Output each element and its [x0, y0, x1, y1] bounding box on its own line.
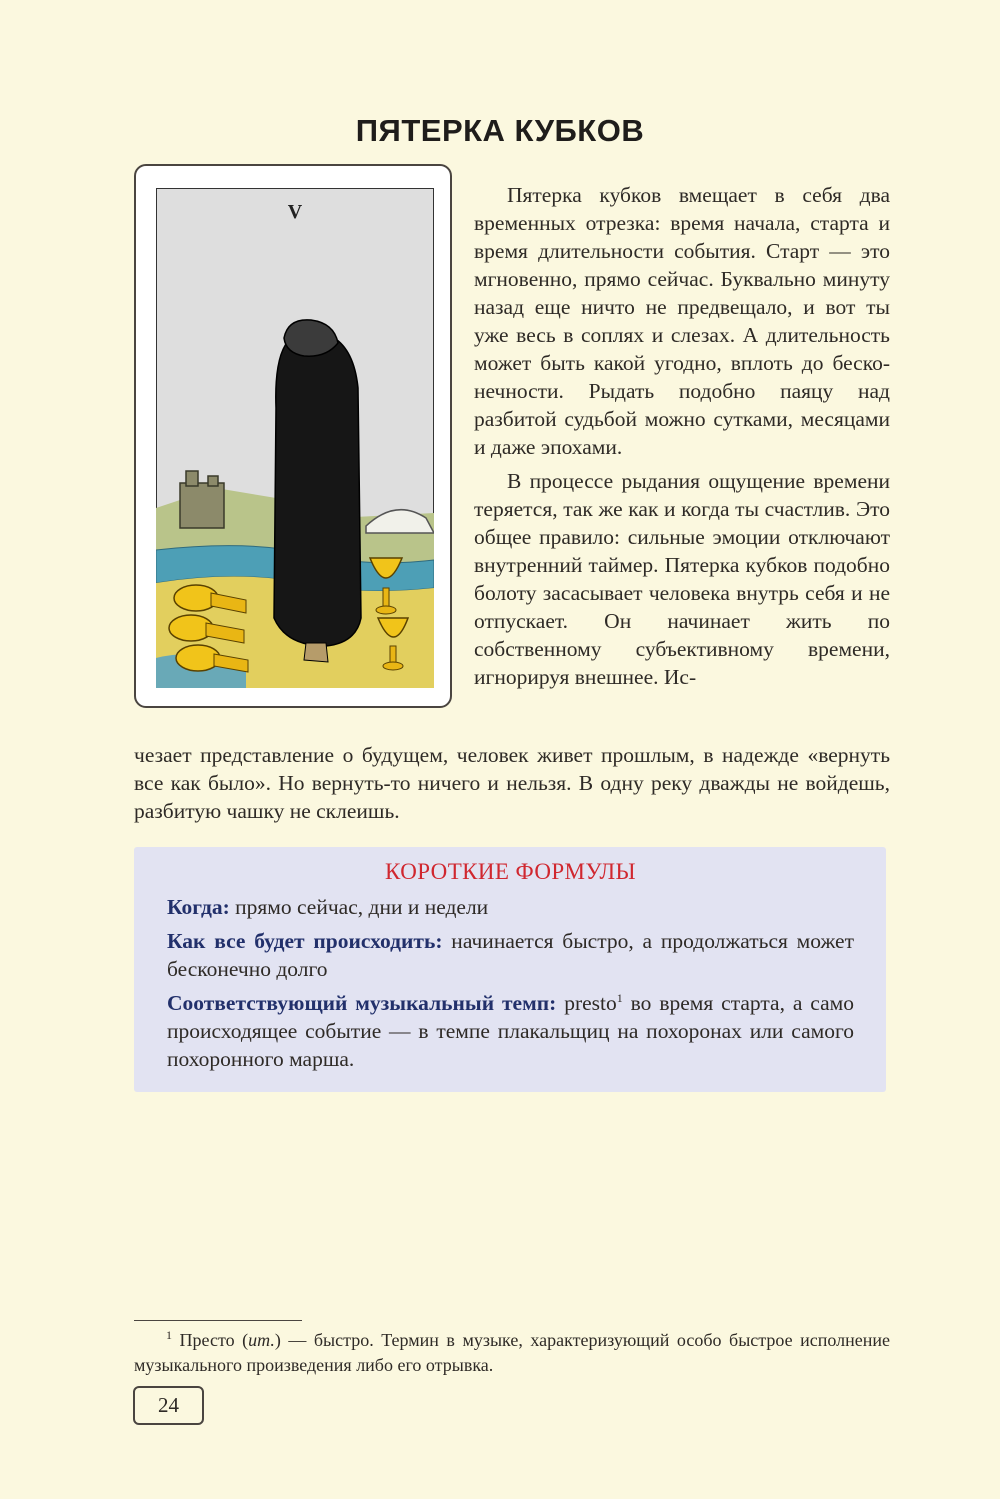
body-paragraph-2-wrapped	[474, 467, 890, 691]
footnote-italic-abbreviation: ит.	[248, 1330, 275, 1350]
short-formulas-heading: КОРОТКИЕ ФОРМУЛЫ	[385, 859, 636, 884]
footnote-text-after: ) — быстро. Термин в музыке, характеризующий особо быстрое исполнение музыкального произведения либо его отрывка.	[134, 1330, 890, 1375]
formula-when-text: прямо сейчас, дни и недели	[229, 895, 489, 919]
footnote-divider	[134, 1320, 302, 1321]
body-paragraph-2-part-2: чезает представление о будущем, человек живет прошлым, в надежде «вернуть все как было». Но вернуть-то ничего и нельзя. В одну реку дважды не войдешь, разбитую чашку не склеишь.	[134, 742, 890, 823]
formula-tempo-word: presto	[556, 991, 617, 1015]
tarot-card-illustration	[134, 164, 452, 708]
short-formulas-box	[134, 847, 886, 1092]
formula-when-label: Когда:	[167, 895, 230, 919]
footnote-text-before: Престо (	[172, 1330, 249, 1350]
page-title: ПЯТЕРКА КУБКОВ	[355, 112, 645, 148]
card-numeral: V	[287, 201, 303, 223]
formula-tempo-label: Соответствующий музыкальный темп:	[167, 991, 557, 1015]
formula-how	[167, 927, 854, 983]
body-paragraph-1: Пятерка кубков вмещает в себя два временных отрезка: время начала, старта и время длительности события. Старт — это мгновенно, прямо сейчас. Буквально минуту назад еще ничто не предвещало, и вот ты уже весь в соплях и слезах. А длительность может быть какой угодно, вплоть до бесконечности. Рыдать подобно паяцу над разбитой судьбой можно сутками, месяцами и даже эпохами.	[474, 182, 890, 459]
formula-how-label: Как все будет происходить:	[167, 929, 443, 953]
footnote	[134, 1328, 890, 1378]
body-paragraph-2-part-1: В процессе рыдания ощущение времени теряется, так же как и когда ты счастлив. Это общее правило: сильные эмоции отключают внутренний таймер. Пятерка кубков подобно болоту засасывает человека внутрь себя и не отпускает. Он начинает жить по собственному субъективному времени, игнорируя внешнее. Ис-	[474, 469, 890, 689]
formula-tempo	[167, 989, 854, 1073]
formula-how-text: начинается быстро, а продолжаться может бесконечно долго	[167, 929, 854, 981]
formula-tempo-text: во время старта, а само происходящее событие — в темпе плакальщиц на похоронах или самого похоронного марша.	[167, 991, 854, 1071]
page-number: 24	[133, 1386, 204, 1425]
five-of-cups-card-art	[156, 188, 434, 688]
footnote-reference[interactable]: 1	[616, 990, 623, 1005]
footnote-mark: 1	[166, 1328, 172, 1342]
formula-when	[167, 893, 854, 921]
